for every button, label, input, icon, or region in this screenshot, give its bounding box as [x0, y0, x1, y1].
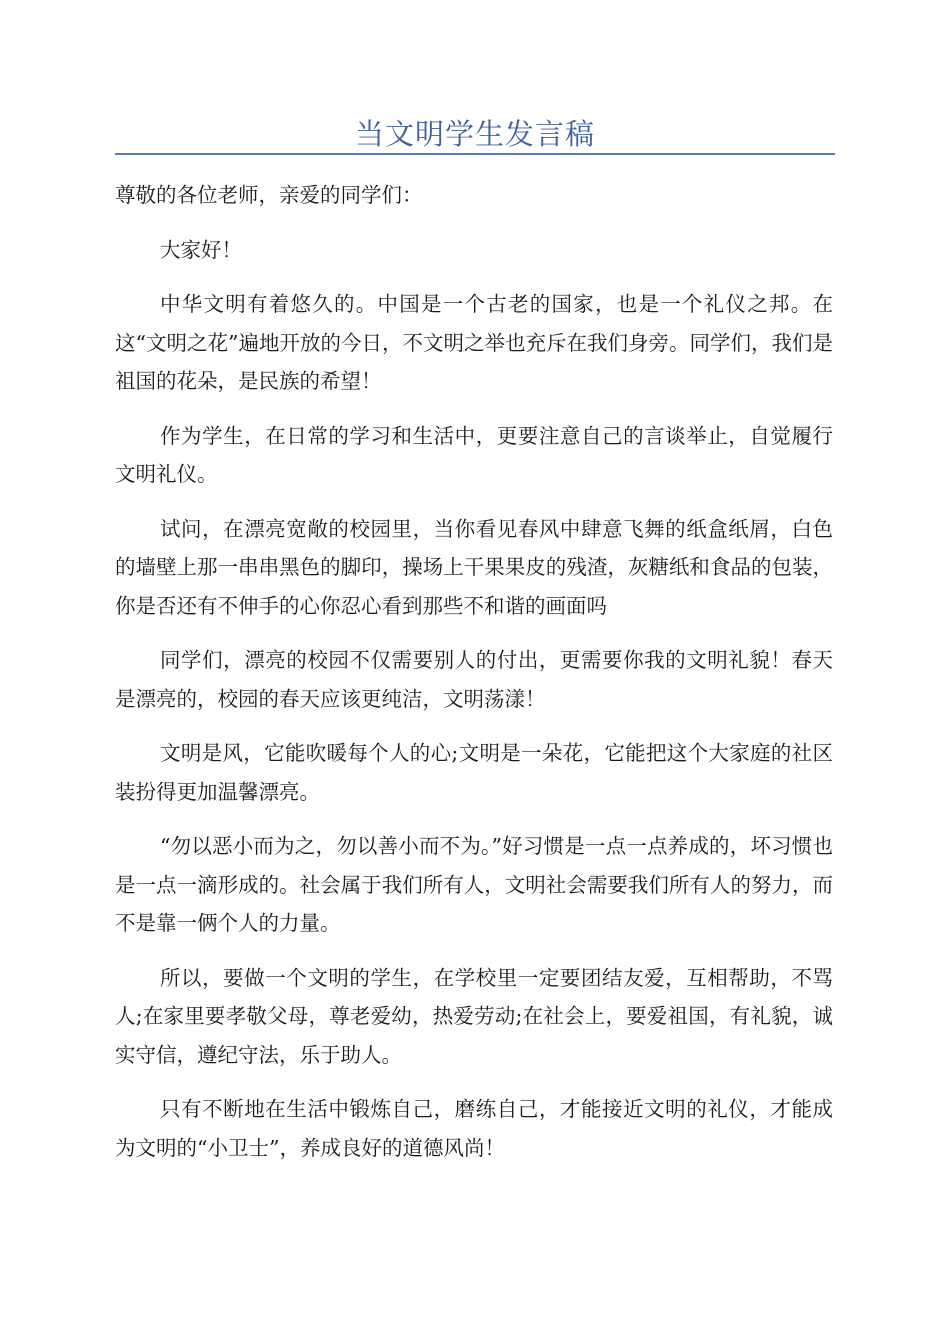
- paragraph: 只有不断地在生活中锻炼自己，磨练自己，才能接近文明的礼仪，才能成为文明的“小卫士”，养成良好的道德风尚！: [115, 1097, 833, 1160]
- page-title: 当文明学生发言稿: [354, 117, 595, 151]
- paragraph: 试问，在漂亮宽敞的校园里，当你看见春风中肆意飞舞的纸盒纸屑，白色的墙壁上那一串串黑色的脚印，操场上干果果皮的残渣，灰糖纸和食品的包装，你是否还有不伸手的心你忍心看到那些不和谐的画面吗: [115, 516, 833, 618]
- title-underline: [115, 153, 835, 155]
- paragraph: 同学们，漂亮的校园不仅需要别人的付出，更需要你我的文明礼貌！春天是漂亮的，校园的春天应该更纯洁，文明荡漾！: [115, 648, 833, 711]
- document-body: [115, 176, 833, 1183]
- paragraph: 文明是风，它能吹暖每个人的心;文明是一朵花，它能把这个大家庭的社区装扮得更加温馨漂亮。: [115, 741, 833, 804]
- paragraph: “勿以恶小而为之，勿以善小而不为。”好习惯是一点一点养成的，坏习惯也是一点一滴形成的。社会属于我们所有人，文明社会需要我们所有人的努力，而不是靠一俩个人的力量。: [115, 834, 833, 935]
- paragraph: 中华文明有着悠久的。中国是一个古老的国家，也是一个礼仪之邦。在这“文明之花”遍地开放的今日，不文明之举也充斥在我们身旁。同学们，我们是祖国的花朵，是民族的希望！: [115, 292, 833, 393]
- paragraph: 作为学生，在日常的学习和生活中，更要注意自己的言谈举止，自觉履行文明礼仪。: [115, 423, 833, 486]
- paragraph: 大家好！: [160, 237, 242, 262]
- salutation: 尊敬的各位老师，亲爱的同学们：: [115, 183, 423, 207]
- paragraph: 所以，要做一个文明的学生，在学校里一定要团结友爱，互相帮助，不骂人;在家里要孝敬父母，尊老爱幼，热爱劳动;在社会上，要爱祖国，有礼貌，诚实守信，遵纪守法，乐于助人。: [115, 965, 833, 1067]
